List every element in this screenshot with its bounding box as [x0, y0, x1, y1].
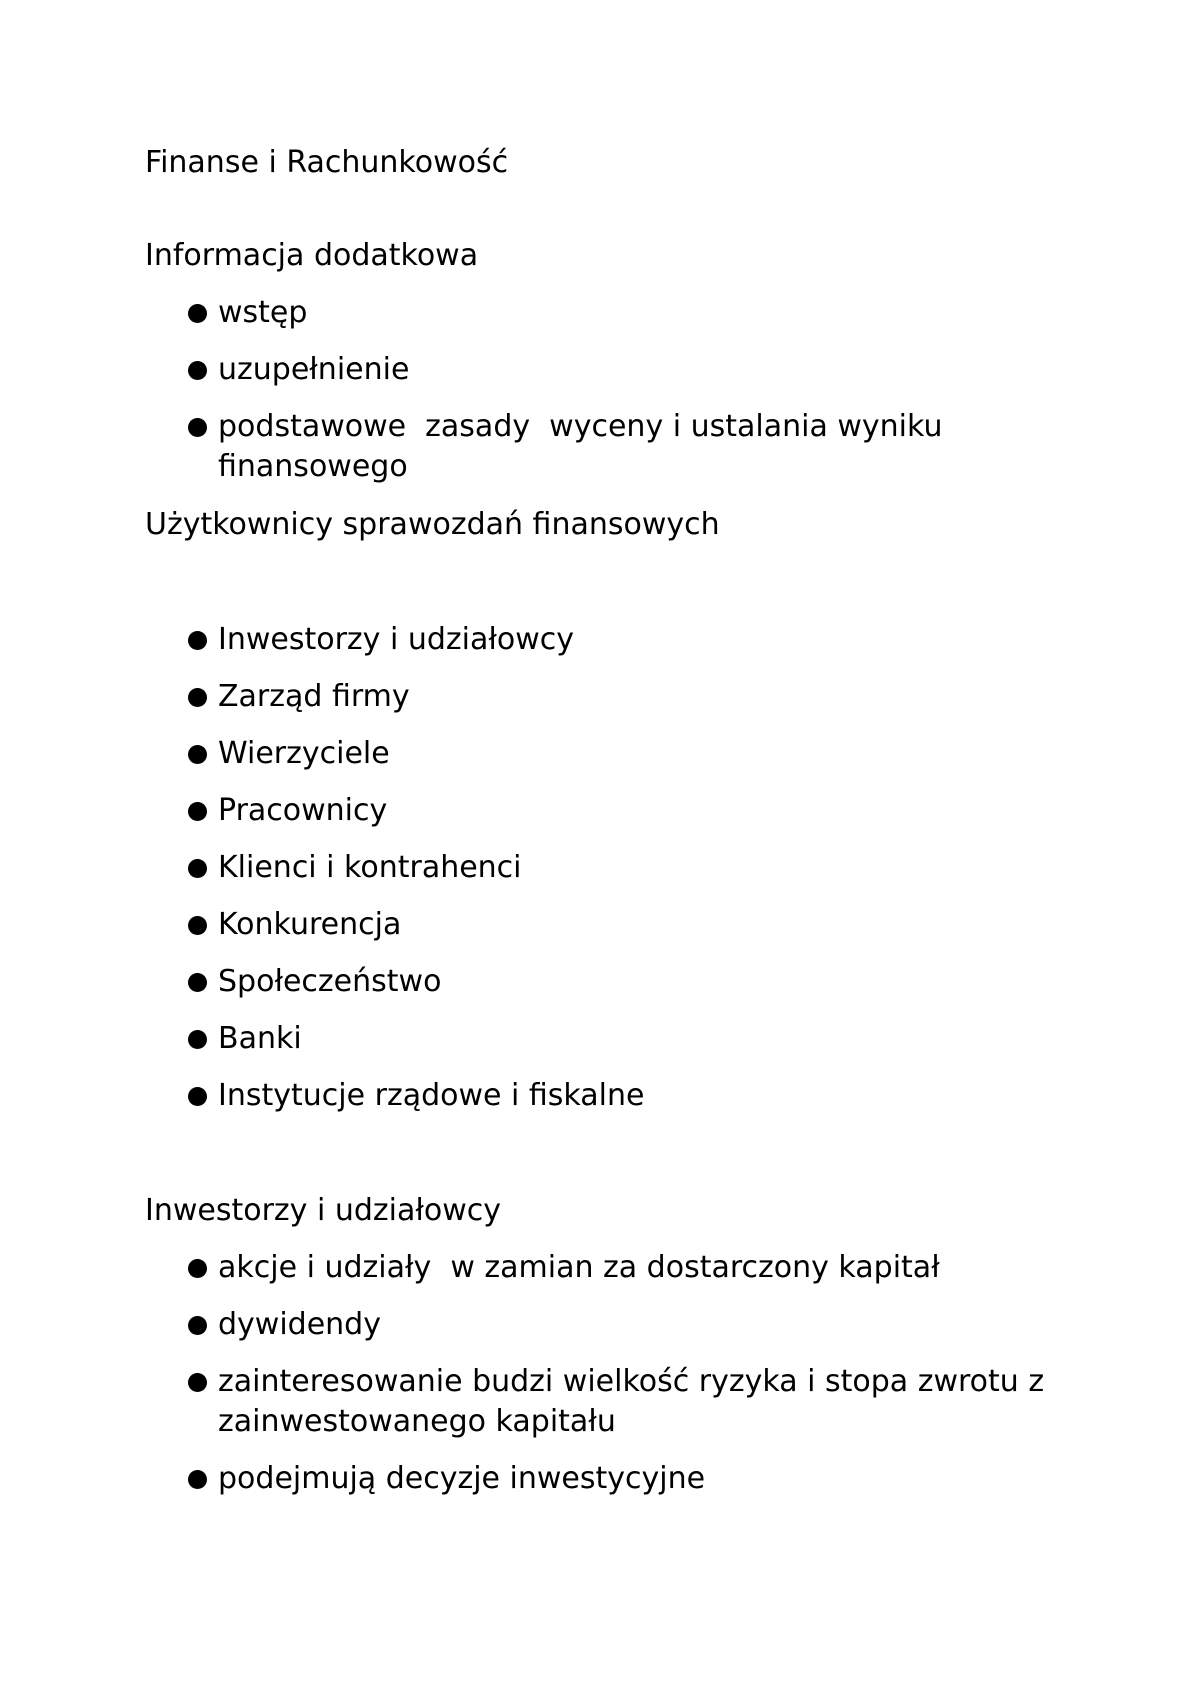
- document-title: Finanse i Rachunkowość: [145, 145, 509, 180]
- bullet-icon: [188, 745, 207, 764]
- bullet-icon: [188, 304, 207, 323]
- list-item-text: Wierzyciele: [218, 736, 390, 771]
- list-item-text: Instytucje rządowe i fiskalne: [218, 1078, 645, 1113]
- bullet-icon: [188, 973, 207, 992]
- list-item-text: wstęp: [218, 295, 308, 330]
- list-item-text: Klienci i kontrahenci: [218, 850, 522, 885]
- bullet-icon: [188, 1316, 207, 1335]
- list-item-text: Pracownicy: [218, 793, 388, 828]
- section-heading-inwestorzy: Inwestorzy i udziałowcy: [145, 1193, 502, 1228]
- list-item-text: Konkurencja: [218, 907, 402, 942]
- bullet-icon: [188, 802, 207, 821]
- bullet-icon: [188, 688, 207, 707]
- bullet-icon: [188, 631, 207, 650]
- list-item-text: zainteresowanie budzi wielkość ryzyka i stopa zwrotu z zainwestowanego kapitału: [218, 1364, 1054, 1439]
- list-item-text: Społeczeństwo: [218, 964, 442, 999]
- list-item-text: podejmują decyzje inwestycyjne: [218, 1461, 706, 1496]
- bullet-icon: [188, 1470, 207, 1489]
- list-item-text: akcje i udziały w zamian za dostarczony kapitał: [218, 1250, 940, 1285]
- list-item-text: Inwestorzy i udziałowcy: [218, 622, 575, 657]
- bullet-icon: [188, 1030, 207, 1049]
- list-item-text: dywidendy: [218, 1307, 381, 1342]
- section-heading-informacja-dodatkowa: Informacja dodatkowa: [145, 238, 479, 273]
- list-item-text: Banki: [218, 1021, 302, 1056]
- bullet-icon: [188, 916, 207, 935]
- bullet-icon: [188, 1087, 207, 1106]
- bullet-icon: [188, 361, 207, 380]
- list-item-text: Zarząd firmy: [218, 679, 410, 714]
- bullet-icon: [188, 1259, 207, 1278]
- bullet-icon: [188, 1373, 207, 1392]
- bullet-icon: [188, 859, 207, 878]
- list-item-text: uzupełnienie: [218, 352, 410, 387]
- bullet-icon: [188, 418, 207, 437]
- section-heading-uzytkownicy: Użytkownicy sprawozdań finansowych: [145, 507, 720, 542]
- list-item-text: podstawowe zasady wyceny i ustalania wyniku finansowego: [218, 409, 953, 484]
